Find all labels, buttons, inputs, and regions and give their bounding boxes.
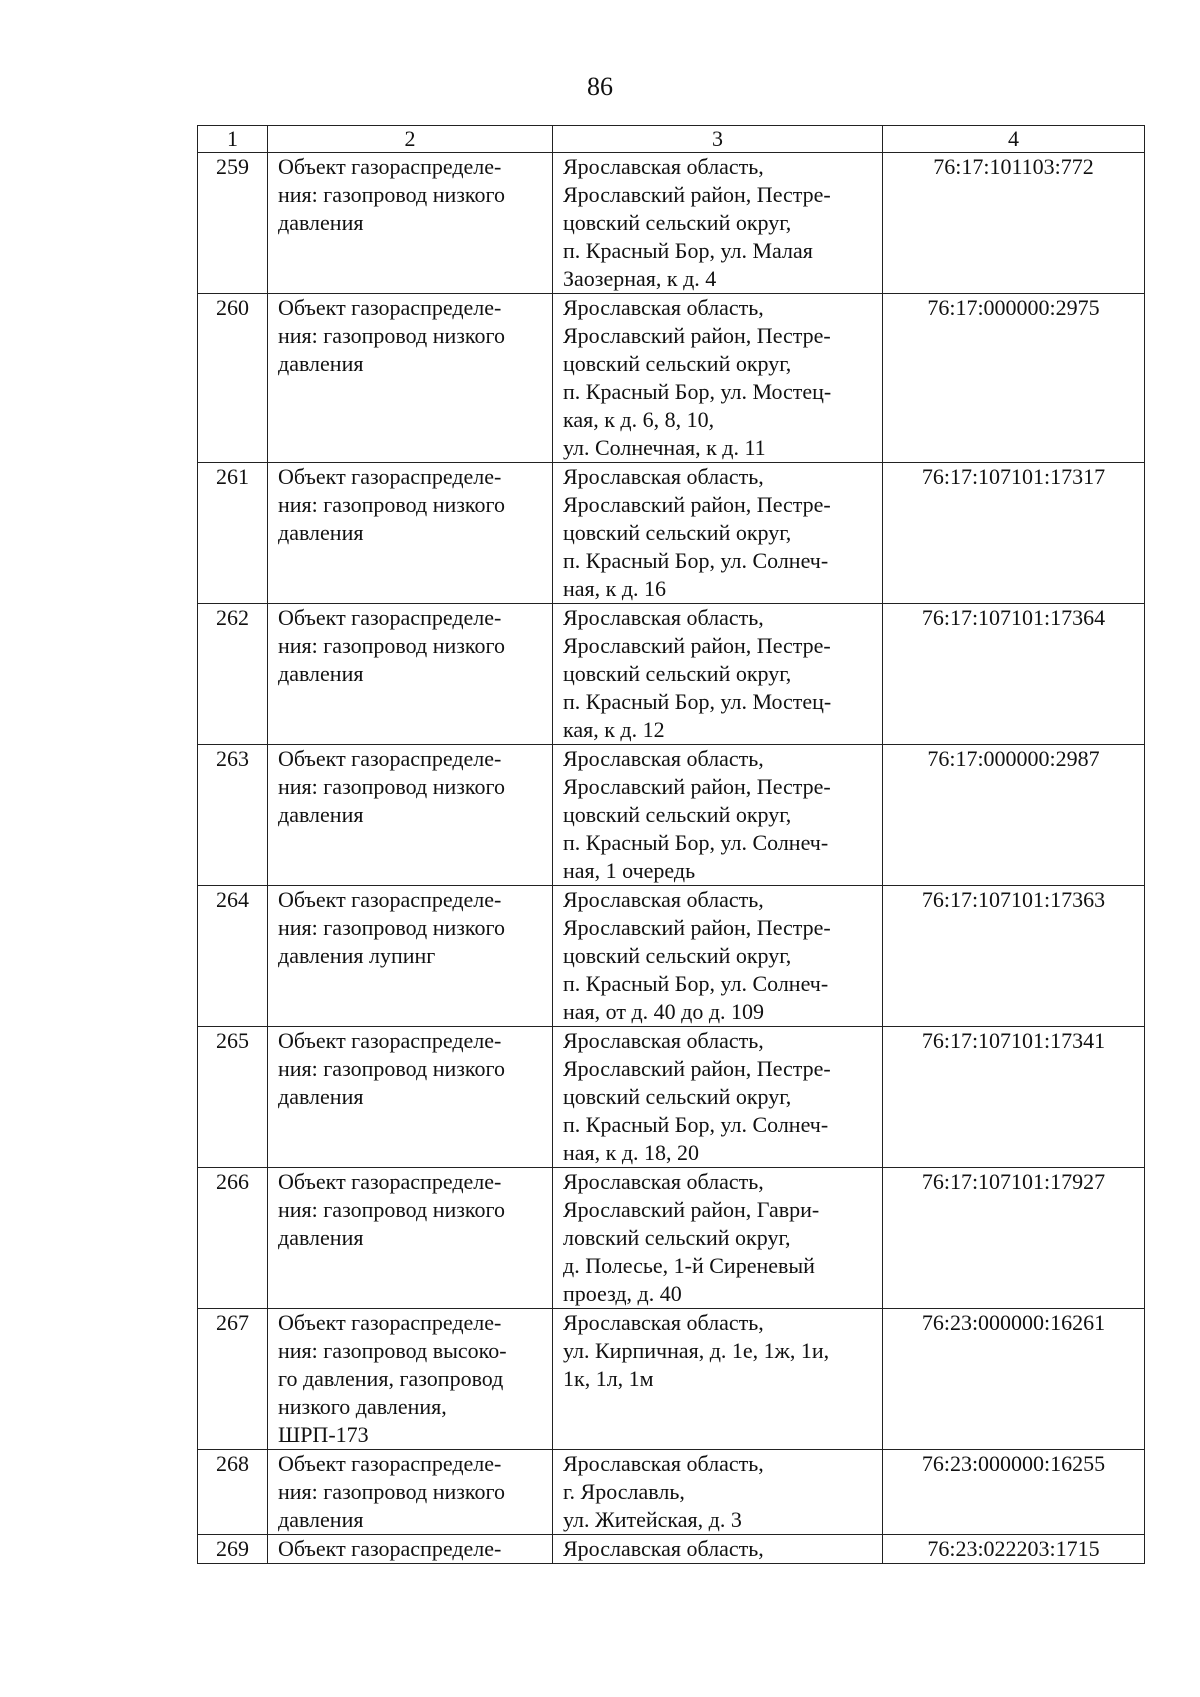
address-cell	[553, 604, 883, 745]
row-number: 262	[198, 604, 268, 745]
cadastral-number: 76:23:000000:16261	[883, 1309, 1145, 1450]
address-line: Ярославский район, Пестре-	[563, 774, 831, 799]
address-line: Ярославская область,	[563, 295, 764, 320]
cadastral-number: 76:17:107101:17364	[883, 604, 1145, 745]
object-name-line: ния: газопровод низкого	[278, 323, 505, 348]
table-row	[198, 1450, 1145, 1535]
object-name-line: давления	[278, 210, 364, 235]
object-name-line: Объект газораспределе-	[278, 295, 502, 320]
address-line: 1к, 1л, 1м	[563, 1366, 654, 1391]
object-name-line: низкого давления,	[278, 1394, 447, 1419]
object-name-line: ния: газопровод низкого	[278, 774, 505, 799]
cadastral-number: 76:17:101103:772	[883, 153, 1145, 294]
address-cell	[553, 1168, 883, 1309]
header-col-3: 3	[553, 126, 883, 153]
object-name-line: Объект газораспределе-	[278, 464, 502, 489]
address-line: ная, от д. 40 до д. 109	[563, 999, 765, 1024]
table-row	[198, 153, 1145, 294]
address-line: Ярославская область,	[563, 1536, 764, 1561]
object-name-line: ния: газопровод низкого	[278, 915, 505, 940]
address-line: Ярославская область,	[563, 1169, 764, 1194]
row-number: 266	[198, 1168, 268, 1309]
row-number: 264	[198, 886, 268, 1027]
cadastral-number: 76:17:000000:2975	[883, 294, 1145, 463]
row-number: 269	[198, 1535, 268, 1564]
address-line: цовский сельский округ,	[563, 1084, 792, 1109]
object-name-cell	[268, 1309, 553, 1450]
cadastral-number: 76:17:107101:17341	[883, 1027, 1145, 1168]
row-number: 260	[198, 294, 268, 463]
row-number: 263	[198, 745, 268, 886]
address-line: Ярославская область,	[563, 746, 764, 771]
table-row	[198, 1535, 1145, 1564]
address-line: цовский сельский округ,	[563, 520, 792, 545]
address-line: цовский сельский округ,	[563, 351, 792, 376]
address-line: г. Ярославль,	[563, 1479, 685, 1504]
address-line: цовский сельский округ,	[563, 661, 792, 686]
address-cell	[553, 294, 883, 463]
row-number: 265	[198, 1027, 268, 1168]
address-line: п. Красный Бор, ул. Солнеч-	[563, 971, 829, 996]
address-line: проезд, д. 40	[563, 1281, 682, 1306]
address-cell	[553, 745, 883, 886]
address-line: кая, к д. 12	[563, 717, 665, 742]
address-cell	[553, 1450, 883, 1535]
object-name-cell	[268, 1027, 553, 1168]
table-row	[198, 745, 1145, 886]
object-name-line: ния: газопровод низкого	[278, 1056, 505, 1081]
address-line: ул. Кирпичная, д. 1е, 1ж, 1и,	[563, 1338, 830, 1363]
row-number: 268	[198, 1450, 268, 1535]
object-name-line: Объект газораспределе-	[278, 1310, 502, 1335]
cadastral-number: 76:23:000000:16255	[883, 1450, 1145, 1535]
address-cell	[553, 1027, 883, 1168]
address-line: п. Красный Бор, ул. Мостец-	[563, 689, 832, 714]
header-col-1: 1	[198, 126, 268, 153]
object-name-cell	[268, 745, 553, 886]
address-line: Ярославский район, Пестре-	[563, 633, 831, 658]
address-line: ловский сельский округ,	[563, 1225, 791, 1250]
object-name-line: давления	[278, 661, 364, 686]
cadastral-number: 76:23:022203:1715	[883, 1535, 1145, 1564]
object-name-line: Объект газораспределе-	[278, 1451, 502, 1476]
object-name-cell	[268, 1450, 553, 1535]
object-name-line: Объект газораспределе-	[278, 605, 502, 630]
page-number: 86	[587, 72, 613, 101]
address-line: ул. Житейская, д. 3	[563, 1507, 742, 1532]
table-row	[198, 604, 1145, 745]
address-line: Ярославская область,	[563, 1451, 764, 1476]
cadastral-number: 76:17:107101:17363	[883, 886, 1145, 1027]
address-line: Ярославская область,	[563, 605, 764, 630]
object-name-cell	[268, 1535, 553, 1564]
registry-table	[197, 125, 1145, 1564]
table-row	[198, 886, 1145, 1027]
address-line: Ярославский район, Пестре-	[563, 1056, 831, 1081]
object-name-line: го давления, газопровод	[278, 1366, 504, 1391]
address-line: ная, к д. 16	[563, 576, 667, 601]
table-row	[198, 1027, 1145, 1168]
address-cell	[553, 1309, 883, 1450]
address-line: Ярославский район, Пестре-	[563, 915, 831, 940]
address-line: ная, к д. 18, 20	[563, 1140, 700, 1165]
object-name-line: давления	[278, 1084, 364, 1109]
address-line: п. Красный Бор, ул. Солнеч-	[563, 830, 829, 855]
address-line: Ярославская область,	[563, 1310, 764, 1335]
object-name-line: Объект газораспределе-	[278, 1169, 502, 1194]
row-number: 259	[198, 153, 268, 294]
header-row	[198, 126, 1145, 153]
object-name-line: Объект газораспределе-	[278, 887, 502, 912]
object-name-cell	[268, 886, 553, 1027]
address-cell	[553, 463, 883, 604]
address-line: ная, 1 очередь	[563, 858, 696, 883]
object-name-cell	[268, 463, 553, 604]
address-line: п. Красный Бор, ул. Мостец-	[563, 379, 832, 404]
header-col-2: 2	[268, 126, 553, 153]
address-cell	[553, 153, 883, 294]
cadastral-number: 76:17:107101:17927	[883, 1168, 1145, 1309]
address-line: п. Красный Бор, ул. Солнеч-	[563, 548, 829, 573]
address-line: ул. Солнечная, к д. 11	[563, 435, 766, 460]
table-row	[198, 294, 1145, 463]
object-name-line: ШРП-173	[278, 1422, 369, 1447]
address-line: цовский сельский округ,	[563, 943, 792, 968]
cadastral-number: 76:17:107101:17317	[883, 463, 1145, 604]
table-body	[198, 153, 1145, 1564]
object-name-line: ния: газопровод низкого	[278, 182, 505, 207]
object-name-line: Объект газораспределе-	[278, 746, 502, 771]
header-col-4: 4	[883, 126, 1145, 153]
object-name-line: ния: газопровод высоко-	[278, 1338, 507, 1363]
address-line: п. Красный Бор, ул. Солнеч-	[563, 1112, 829, 1137]
object-name-line: Объект газораспределе-	[278, 154, 502, 179]
object-name-line: Объект газораспределе-	[278, 1028, 502, 1053]
object-name-line: давления	[278, 1507, 364, 1532]
address-line: Ярославский район, Пестре-	[563, 182, 831, 207]
object-name-cell	[268, 604, 553, 745]
table-row	[198, 1168, 1145, 1309]
object-name-line: давления лупинг	[278, 943, 436, 968]
object-name-line: ния: газопровод низкого	[278, 633, 505, 658]
row-number: 261	[198, 463, 268, 604]
address-line: Ярославская область,	[563, 887, 764, 912]
address-line: цовский сельский округ,	[563, 210, 792, 235]
object-name-line: давления	[278, 351, 364, 376]
address-line: Заозерная, к д. 4	[563, 266, 717, 291]
address-line: д. Полесье, 1-й Сиреневый	[563, 1253, 815, 1278]
address-line: кая, к д. 6, 8, 10,	[563, 407, 715, 432]
row-number: 267	[198, 1309, 268, 1450]
address-line: Ярославский район, Пестре-	[563, 492, 831, 517]
object-name-line: ния: газопровод низкого	[278, 492, 505, 517]
table-row	[198, 463, 1145, 604]
address-line: Ярославский район, Пестре-	[563, 323, 831, 348]
address-line: Ярославский район, Гаври-	[563, 1197, 820, 1222]
address-line: Ярославская область,	[563, 464, 764, 489]
object-name-line: ния: газопровод низкого	[278, 1479, 505, 1504]
object-name-cell	[268, 294, 553, 463]
address-line: п. Красный Бор, ул. Малая	[563, 238, 813, 263]
object-name-line: давления	[278, 1225, 364, 1250]
object-name-cell	[268, 1168, 553, 1309]
address-cell	[553, 1535, 883, 1564]
address-line: Ярославская область,	[563, 1028, 764, 1053]
object-name-cell	[268, 153, 553, 294]
address-line: цовский сельский округ,	[563, 802, 792, 827]
object-name-line: Объект газораспределе-	[278, 1536, 502, 1561]
table-row	[198, 1309, 1145, 1450]
object-name-line: ния: газопровод низкого	[278, 1197, 505, 1222]
address-cell	[553, 886, 883, 1027]
address-line: Ярославская область,	[563, 154, 764, 179]
object-name-line: давления	[278, 520, 364, 545]
cadastral-number: 76:17:000000:2987	[883, 745, 1145, 886]
object-name-line: давления	[278, 802, 364, 827]
